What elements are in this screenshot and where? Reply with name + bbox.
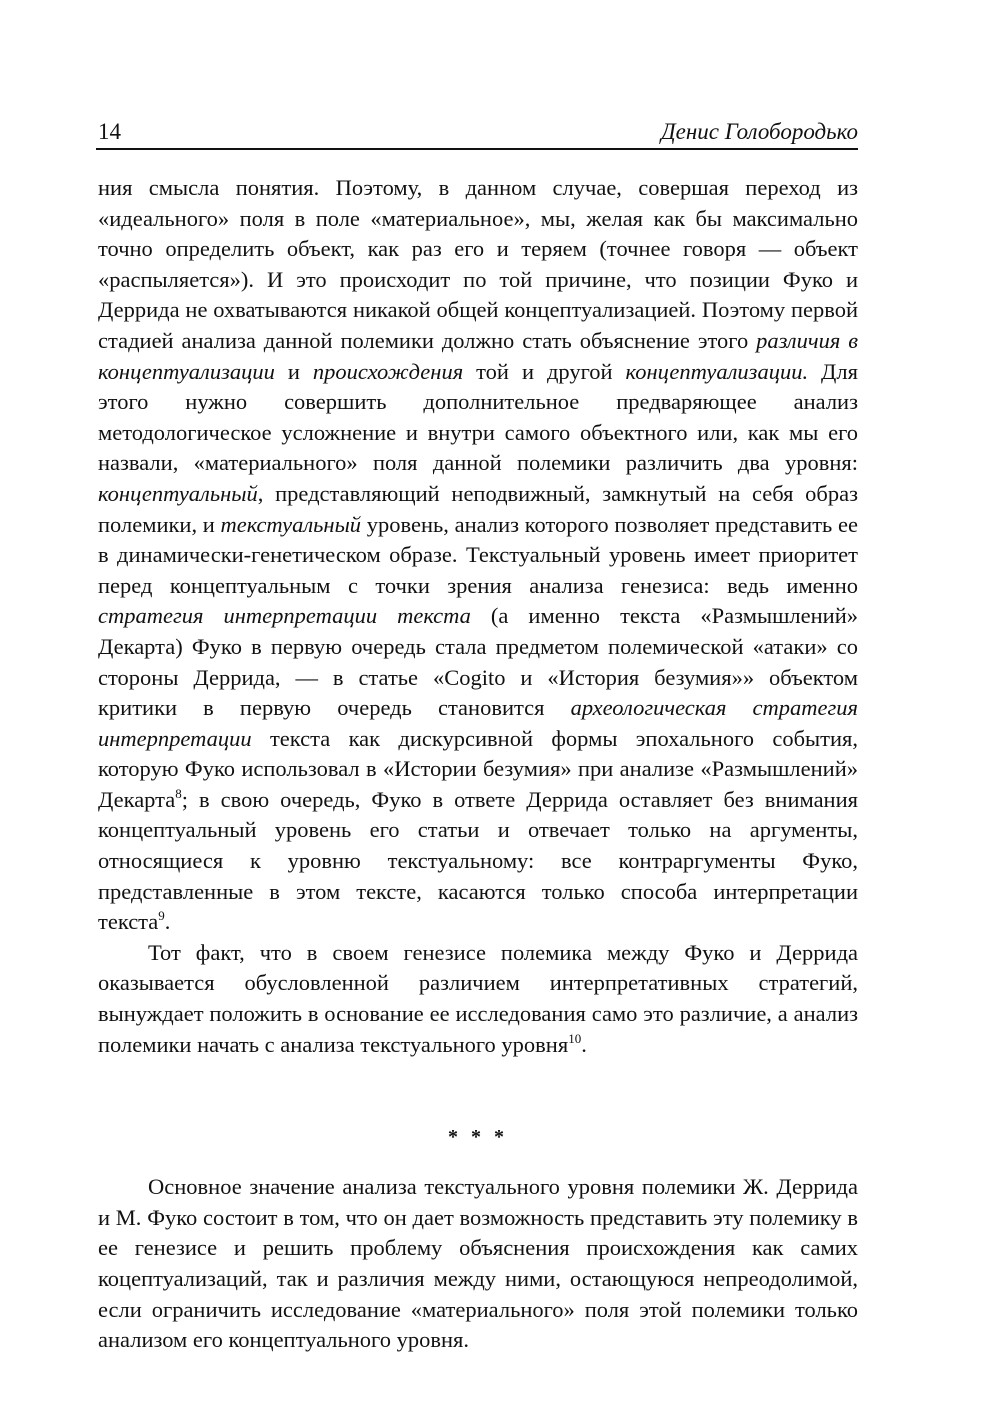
body-text bbox=[98, 173, 858, 1356]
text-run: . bbox=[581, 1031, 587, 1057]
page-header bbox=[96, 118, 858, 150]
footnote-ref: 10 bbox=[568, 1030, 582, 1046]
italic-phrase: различия в концептуализации bbox=[98, 327, 858, 384]
italic-phrase: стратегия интерпретации текста bbox=[98, 603, 471, 629]
paragraph-1 bbox=[98, 173, 858, 938]
text-run: Для этого нужно совершить дополнительное предваряющее анализ методологическое усложнение и внутри самого объектного или, как мы его назвали, «материального» поля данной полемики различить два уровня: bbox=[98, 358, 858, 476]
paragraph-2 bbox=[98, 938, 858, 1060]
italic-phrase: текстуальный bbox=[220, 511, 362, 537]
text-run: Основное значение анализа текстуального уровня полемики Ж. Деррида и М. Фуко состоит в том, что он дает возможность представить эту полемику в ее генезисе и решить проблему объяснения происхождения как самих коцептуализаций, так и различия между ними, остающуюся непреодолимой, если ограничить исследование «материального» поля этой полемики только анализом его концептуального уровня. bbox=[98, 1174, 858, 1353]
footnote-ref: 8 bbox=[175, 785, 182, 801]
page-number: 14 bbox=[98, 119, 121, 144]
text-run: уровень, анализ которого позволяет представить ее в динамически-генетическом образе. Текстуальный уровень имеет приоритет перед концептуальным с точки зрения анализа генезиса: ведь именно bbox=[98, 511, 858, 598]
italic-phrase: археологическая стратегия интерпретации bbox=[98, 695, 858, 751]
italic-phrase: происхождения bbox=[312, 358, 464, 384]
text-run: ; в свою очередь, Фуко в ответе Деррида оставляет без внимания концептуальный уровень его статьи и отвечает только на аргументы, относящиеся к уровню текстуальному: все контраргументы Фуко, представленные в этом тексте, касаются только способа интерпретации текста bbox=[98, 786, 858, 935]
italic-phrase: концептуализации. bbox=[625, 358, 809, 384]
text-run: Тот факт, что в своем генезисе полемика между Фуко и Деррида оказывается обусловленной различием интерпретативных стратегий, вынуждает положить в основание ее исследования само это различие, а анализ полемики начать с анализа текстуального уровня bbox=[98, 939, 858, 1057]
text-run: ния смысла понятия. Поэтому, в данном случае, совершая переход из «идеального» поля в поле «материальное», мы, желая как бы максимально точно определить объект, как раз его и теряем (точнее говоря — объект «распыляется»). И это происходит по той причине, что позиции Фуко и Деррида не охватываются никакой общей концептуализацией. Поэтому первой стадией анализа данной полемики должно стать объяснение этого bbox=[98, 175, 858, 353]
text-run: (а именно текста «Размышлений» Декарта) Фуко в первую очередь стала предметом полемической «атаки» со стороны Деррида, — в статье «Cogito и «История безумия»» объектом критики в первую очередь становится bbox=[98, 603, 858, 721]
text-run: , представляющий неподвижный, замкнутый на себя образ полемики, и bbox=[98, 480, 858, 537]
footnote-ref: 9 bbox=[158, 908, 165, 924]
italic-phrase: концептуальный bbox=[98, 480, 258, 506]
text-run: . bbox=[164, 909, 171, 935]
section-separator: * * * bbox=[448, 1126, 508, 1149]
text-run: текста как дискурсивной формы эпохального события, которую Фуко использовал в «Истории безумия» при анализе «Размышлений» Декарта bbox=[98, 725, 858, 812]
text-run: и bbox=[274, 358, 313, 384]
running-head-author: Денис Голобородько bbox=[661, 119, 858, 144]
text-run: той и другой bbox=[463, 358, 626, 384]
paragraph-3 bbox=[98, 1172, 858, 1356]
